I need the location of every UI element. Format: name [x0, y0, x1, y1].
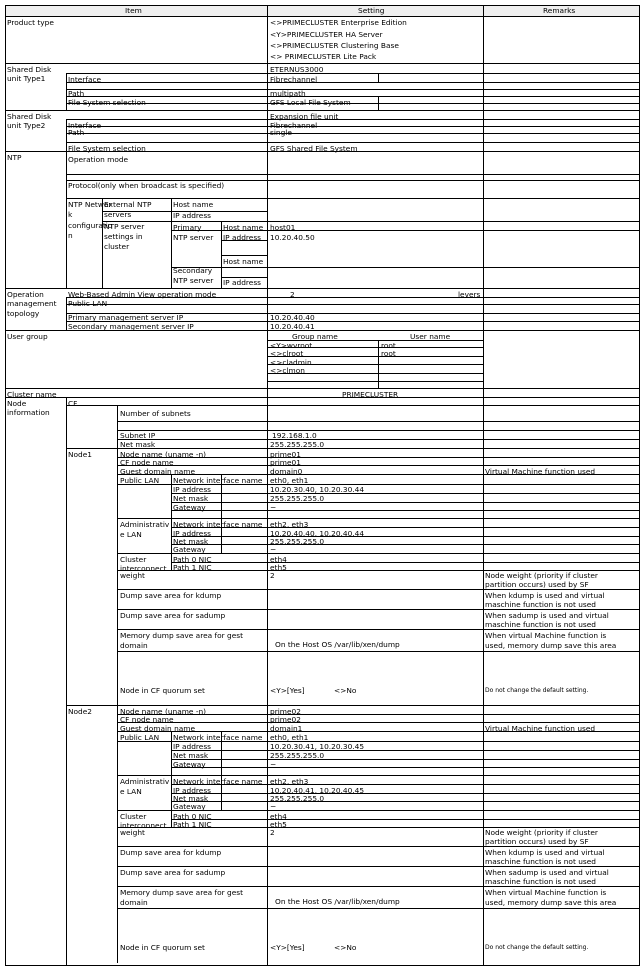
cell-text: GFS Local File System	[270, 98, 351, 107]
grid-line	[66, 119, 67, 151]
cell-text: User name	[410, 332, 451, 341]
cell-text: eth5	[270, 563, 287, 572]
cell-text: Do not change the default setting.	[485, 687, 589, 694]
cell-text: Operation	[7, 290, 44, 299]
cell-text: n	[68, 231, 73, 240]
grid-line	[117, 465, 639, 466]
cell-text: GFS Shared File System	[270, 144, 358, 153]
cell-text: e LAN	[120, 530, 142, 539]
grid-line	[117, 722, 639, 723]
cell-text: Dump save area for kdump	[120, 848, 222, 857]
grid-line	[66, 96, 639, 97]
cell-text: IP address	[223, 233, 262, 242]
grid-line	[267, 381, 483, 382]
cell-text: Cluster name	[7, 390, 57, 399]
cell-text: Memory dump save area for gest	[120, 888, 243, 897]
cell-text: Administrativ	[120, 520, 170, 529]
grid-line	[171, 801, 639, 802]
cell-text: Administrativ	[120, 777, 170, 786]
cell-text: domain1	[270, 724, 303, 733]
grid-line	[171, 767, 639, 768]
cell-text: weight	[120, 571, 145, 580]
cell-text: When sadump is used and virtual	[485, 611, 609, 620]
cell-text: Subnet IP	[120, 431, 156, 440]
cell-text: Path 0 NIC	[173, 555, 212, 564]
cell-text: On the Host OS /var/lib/xen/dump	[275, 640, 400, 649]
cell-text: −	[270, 545, 277, 554]
header-item: Item	[125, 6, 142, 15]
grid-line	[117, 518, 639, 519]
grid-line	[66, 142, 639, 143]
cell-text: Host name	[223, 223, 264, 232]
cell-text: interconnect	[120, 821, 167, 830]
cell-text: domain0	[270, 467, 303, 476]
cell-text: On the Host OS /var/lib/xen/dump	[275, 897, 400, 906]
grid-line	[66, 126, 639, 127]
grid-line	[66, 73, 67, 110]
cell-text: <>No	[334, 943, 357, 952]
cell-text: Path 1 NIC	[173, 563, 212, 572]
cell-text: Primary management server IP	[68, 313, 184, 322]
cell-text: Gateway	[173, 503, 206, 512]
grid-line	[117, 448, 118, 706]
cell-text: prime01	[270, 450, 301, 459]
grid-line	[5, 388, 639, 389]
cell-text: 2	[270, 828, 275, 837]
cell-text: 10.20.40.40, 10.20.40.44	[270, 529, 365, 538]
cell-text: Fibrechannel	[270, 121, 318, 130]
cell-text: Dump save area for sadump	[120, 868, 226, 877]
cell-text: Net mask	[173, 494, 209, 503]
grid-line	[5, 63, 639, 64]
cell-text: unit Type1	[7, 74, 46, 83]
cell-text: Secondary management server IP	[68, 322, 194, 331]
cell-text: Dump save area for sadump	[120, 611, 226, 620]
grid-line	[117, 421, 639, 422]
cell-text: 255.255.255.0	[270, 794, 325, 803]
cell-text: 10.20.40.41	[270, 322, 315, 331]
grid-line	[66, 174, 639, 175]
cell-text: Memory dump save area for gest	[120, 631, 243, 640]
cell-text: Network interface name	[173, 777, 263, 786]
grid-line	[66, 397, 67, 966]
grid-line	[221, 255, 267, 256]
cell-text: NTP	[7, 153, 22, 162]
cell-text: <Y>wvroot	[270, 341, 313, 350]
cell-text: <>No	[334, 686, 357, 695]
cell-text: −	[270, 503, 277, 512]
grid-line	[117, 651, 639, 652]
cell-text: levers	[458, 290, 481, 299]
cell-text: NTP server	[104, 222, 145, 231]
grid-line	[171, 759, 639, 760]
grid-line	[5, 110, 639, 111]
cell-text: 10.20.30.40, 10.20.30.44	[270, 485, 365, 494]
node-label: Node2	[68, 707, 92, 716]
cell-text: <>cladmin	[270, 358, 312, 367]
cell-text: IP address	[173, 529, 212, 538]
grid-line	[639, 5, 640, 966]
cell-text: Gateway	[173, 760, 206, 769]
cell-text: File System selection	[68, 144, 146, 153]
cell-text: Virtual Machine function used	[485, 724, 596, 733]
cell-text: 10.20.40.41, 10.20.40.45	[270, 786, 365, 795]
cell-text: Public LAN	[120, 733, 160, 742]
cell-text: −	[270, 760, 277, 769]
grid-line	[117, 439, 639, 440]
cell-text: Host name	[173, 200, 214, 209]
cell-text: File System selection	[68, 98, 146, 107]
header-remarks: Remarks	[543, 6, 576, 15]
cell-text: 2	[290, 290, 295, 299]
grid-line	[66, 198, 639, 199]
cell-text: maschine function is not used	[485, 600, 596, 609]
grid-line	[171, 793, 639, 794]
cell-text: information	[7, 408, 50, 417]
cell-text: Virtual Machine function used	[485, 467, 596, 476]
cell-text: Cluster	[120, 812, 147, 821]
cell-text: eth2, eth3	[270, 777, 309, 786]
cell-text: Node in CF quorum set	[120, 943, 205, 952]
cell-text: Net mask	[173, 751, 209, 760]
cell-text: Protocol(only when broadcast is specified)	[68, 181, 225, 190]
cell-text: e LAN	[120, 787, 142, 796]
header-setting: Setting	[358, 6, 385, 15]
product-option: <>PRIMECLUSTER Enterprise Edition	[270, 18, 407, 27]
grid-line	[117, 908, 639, 909]
cell-text: Network interface name	[173, 476, 263, 485]
cell-text: prime01	[270, 458, 301, 467]
cell-text: prime02	[270, 707, 301, 716]
cell-text: Network interface name	[173, 733, 263, 742]
cell-text: partition occurs) used by SF	[485, 837, 589, 846]
cell-text: Network interface name	[173, 520, 263, 529]
cell-text: 255.255.255.0	[270, 537, 325, 546]
cell-text: eth2, eth3	[270, 520, 309, 529]
grid-line	[117, 430, 639, 431]
grid-line	[5, 5, 6, 966]
cell-text: When virtual Machine function is	[485, 888, 607, 897]
grid-line	[66, 151, 67, 288]
cell-text: Secondary	[173, 266, 213, 275]
cell-text: Interface	[68, 75, 102, 84]
grid-line	[117, 705, 118, 963]
cell-text: Interface	[68, 121, 102, 130]
product-type-label: Product type	[7, 18, 54, 27]
cell-text: root	[381, 349, 396, 358]
cell-text: Path 0 NIC	[173, 812, 212, 821]
cell-text: domain	[120, 898, 148, 907]
grid-line	[117, 846, 639, 847]
grid-line	[117, 405, 118, 448]
grid-line	[66, 89, 639, 90]
cell-text: NTP server	[173, 233, 214, 242]
cell-text: Shared Disk	[7, 112, 52, 121]
grid-line	[66, 119, 639, 120]
cell-text: configuratio	[68, 221, 113, 230]
grid-line	[171, 731, 172, 827]
cell-text: eth0, eth1	[270, 476, 309, 485]
cell-text: Cluster	[120, 555, 147, 564]
cell-text: 192.168.1.0	[272, 431, 317, 440]
cell-text: <>clmon	[270, 366, 305, 375]
cell-text: IP address	[173, 211, 212, 220]
cell-text: User group	[7, 332, 48, 341]
cell-text: weight	[120, 828, 145, 837]
grid-line	[117, 629, 639, 630]
grid-line	[5, 397, 639, 398]
cell-text: Group name	[292, 332, 338, 341]
cell-text: Fibrechannel	[270, 75, 318, 84]
grid-line	[117, 886, 639, 887]
grid-line	[171, 819, 639, 820]
cell-text: Path 1 NIC	[173, 820, 212, 829]
product-option: <> PRIMECLUSTER Lite Pack	[270, 52, 377, 61]
grid-line	[171, 544, 639, 545]
cell-text: 10.20.30.41, 10.20.30.45	[270, 742, 365, 751]
cell-text: host01	[270, 223, 296, 232]
grid-line	[66, 73, 639, 74]
cell-text: 10.20.40.40	[270, 313, 315, 322]
cell-text: 10.20.40.50	[270, 233, 315, 242]
grid-line	[117, 866, 639, 867]
cell-text: Gateway	[173, 802, 206, 811]
node-label: Node1	[68, 450, 92, 459]
grid-line	[5, 288, 639, 289]
grid-line	[221, 474, 222, 553]
grid-line	[171, 562, 639, 563]
cell-text: Number of subnets	[120, 409, 191, 418]
cell-text: CF node name	[120, 715, 174, 724]
cell-text: When kdump is used and virtual	[485, 591, 605, 600]
cell-text: Node in CF quorum set	[120, 686, 205, 695]
cell-text: PRIMECLUSTER	[342, 390, 399, 399]
grid-line	[171, 267, 639, 268]
grid-line	[117, 589, 639, 590]
cell-text: cluster	[104, 242, 130, 251]
cell-text: 2	[270, 571, 275, 580]
grid-line	[171, 510, 639, 511]
cell-text: Public LAN	[68, 299, 108, 308]
cell-text: Path	[68, 128, 85, 137]
cell-text: <>clroot	[270, 349, 304, 358]
cell-text: Do not change the default setting.	[485, 944, 589, 951]
cell-text: domain	[120, 641, 148, 650]
grid-line	[171, 502, 639, 503]
cell-text: Primary	[173, 223, 202, 232]
product-option: <>PRIMECLUSTER Clustering Base	[270, 41, 399, 50]
grid-line	[66, 133, 639, 134]
grid-line	[171, 536, 639, 537]
cell-text: maschine function is not used	[485, 877, 596, 886]
grid-line	[117, 609, 639, 610]
grid-line	[5, 965, 639, 966]
cell-text: NTP server	[173, 276, 214, 285]
cell-text: Host name	[223, 257, 264, 266]
cell-text: settings in	[104, 232, 143, 241]
grid-line	[102, 221, 639, 222]
grid-line	[5, 16, 639, 17]
cell-text: Path	[68, 89, 85, 98]
cell-text: servers	[104, 210, 132, 219]
cell-text: prime02	[270, 715, 301, 724]
cell-text: IP address	[223, 278, 262, 287]
grid-line	[267, 5, 268, 966]
cell-text: partition occurs) used by SF	[485, 580, 589, 589]
cell-text: unit Type2	[7, 121, 46, 130]
cell-text: Node weight (priority if cluster	[485, 571, 598, 580]
cell-text: eth5	[270, 820, 287, 829]
cell-text: Node	[7, 399, 27, 408]
cell-text: used, memory dump save this area	[485, 641, 617, 650]
cell-text: single	[270, 128, 292, 137]
cell-text: 255.255.255.0	[270, 494, 325, 503]
cell-text: Web-Based Admin View operation mode	[68, 290, 217, 299]
cell-text: Node name (uname -n)	[120, 707, 207, 716]
cell-text: External NTP	[104, 200, 152, 209]
cell-text: 255.255.255.0	[270, 440, 325, 449]
cell-text: Net mask	[120, 440, 156, 449]
cell-text: When sadump is used and virtual	[485, 868, 609, 877]
cell-text: IP address	[173, 485, 212, 494]
grid-line	[378, 340, 379, 388]
grid-line	[117, 775, 639, 776]
grid-line	[66, 304, 639, 305]
cell-text: When kdump is used and virtual	[485, 848, 605, 857]
cell-text: multipath	[270, 89, 306, 98]
cell-text: Node name (uname -n)	[120, 450, 207, 459]
cell-text: maschine function is not used	[485, 620, 596, 629]
cell-text: Dump save area for kdump	[120, 591, 222, 600]
cell-text: Net mask	[173, 537, 209, 546]
grid-line	[171, 750, 639, 751]
cell-text: used, memory dump save this area	[485, 898, 617, 907]
cell-text: Operation mode	[68, 155, 129, 164]
cell-text: CF node name	[120, 458, 174, 467]
grid-line	[221, 731, 222, 810]
grid-line	[66, 103, 639, 104]
cell-text: eth4	[270, 812, 287, 821]
cell-text: IP address	[173, 786, 212, 795]
cell-text: maschine function is not used	[485, 857, 596, 866]
cell-text: Gateway	[173, 545, 206, 554]
cell-text: <Y>[Yes]	[270, 686, 305, 695]
cell-text: Node weight (priority if cluster	[485, 828, 598, 837]
cell-text: CF	[68, 399, 78, 408]
cell-text: ETERNUS3000	[270, 65, 324, 74]
cell-text: Guest domain name	[120, 724, 196, 733]
cell-text: eth0, eth1	[270, 733, 309, 742]
cell-text: Guest domain name	[120, 467, 196, 476]
cell-text: eth4	[270, 555, 287, 564]
grid-line	[483, 5, 484, 966]
cell-text: interconnect	[120, 564, 167, 573]
cell-text: 255.255.255.0	[270, 751, 325, 760]
product-option: <Y>PRIMECLUSTER HA Server	[270, 30, 383, 39]
cell-text: When virtual Machine function is	[485, 631, 607, 640]
cell-text: Shared Disk	[7, 65, 52, 74]
cell-text: root	[381, 341, 396, 350]
grid-line	[378, 73, 379, 82]
grid-line	[171, 493, 639, 494]
cell-text: NTP Networ	[68, 200, 112, 209]
grid-line	[171, 474, 172, 570]
cell-text: Expansion file unit	[270, 112, 339, 121]
cell-text: management	[7, 299, 57, 308]
grid-line	[66, 405, 639, 406]
cell-text: <Y>[Yes]	[270, 943, 305, 952]
grid-line	[66, 705, 639, 706]
cell-text: topology	[7, 309, 40, 318]
cell-text: k	[68, 210, 73, 219]
cell-text: Public LAN	[120, 476, 160, 485]
cell-text: −	[270, 802, 277, 811]
grid-line	[66, 82, 639, 83]
cell-text: Net mask	[173, 794, 209, 803]
cell-text: IP address	[173, 742, 212, 751]
